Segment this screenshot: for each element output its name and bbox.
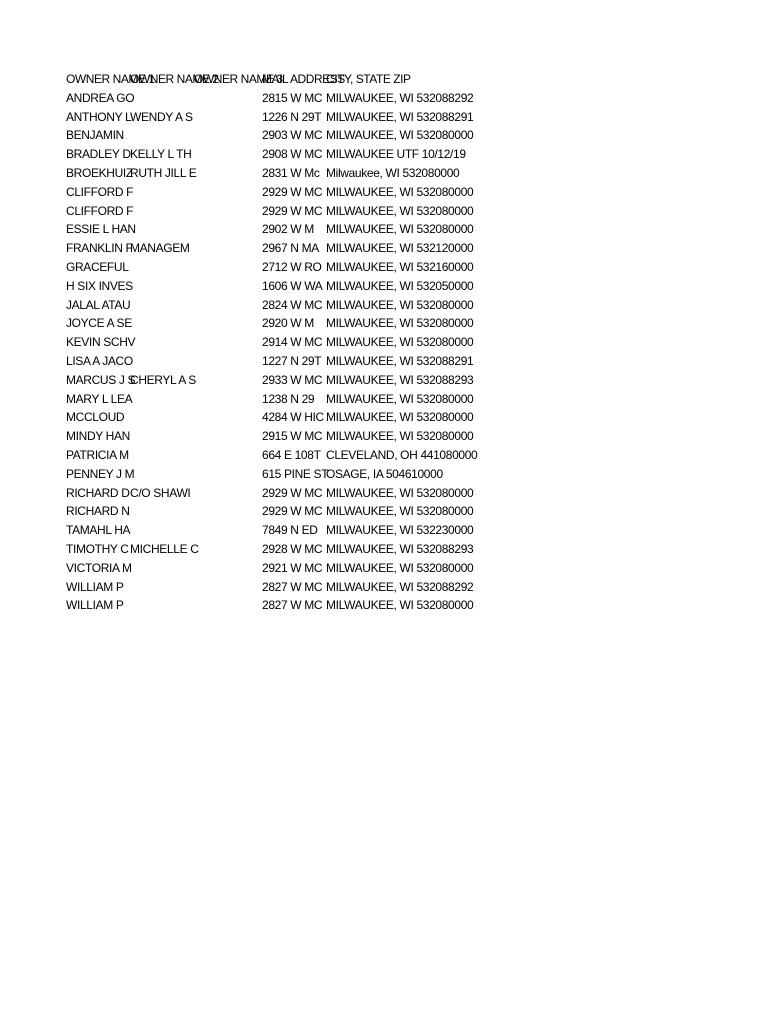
city-state-zip-cell: MILWAUKEE, WI 532088292 [326, 90, 474, 105]
owner-name-1-cell: KEVIN SCHV [66, 335, 136, 350]
owner-name-1-cell: VICTORIA M [66, 560, 132, 575]
table-header-row [66, 70, 506, 89]
mail-address-cell: 4284 W HIC [262, 410, 324, 425]
city-state-zip-cell: MILWAUKEE, WI 532080000 [326, 560, 474, 575]
owner-name-2-cell: CHERYL A S [130, 372, 196, 387]
mail-address-cell: 2929 W MC [262, 504, 323, 519]
mail-address-cell: 1227 N 29T [262, 353, 322, 368]
owner-name-1-cell: MINDY HAN [66, 429, 130, 444]
mail-address-cell: 2967 N MA [262, 241, 319, 256]
city-state-zip-cell: MILWAUKEE, WI 532088292 [326, 579, 474, 594]
table-row [66, 371, 506, 390]
owner-name-1-cell: LISA A JACO [66, 353, 133, 368]
table-row [66, 183, 506, 202]
mail-address-cell: 2915 W MC [262, 429, 323, 444]
city-state-zip-cell: MILWAUKEE, WI 532080000 [326, 598, 474, 613]
city-state-zip-cell: OSAGE, IA 504610000 [326, 466, 443, 481]
city-state-zip-cell: MILWAUKEE, WI 532080000 [326, 391, 474, 406]
city-state-zip-cell: MILWAUKEE, WI 532230000 [326, 523, 474, 538]
mail-address-cell: 1606 W WA [262, 278, 323, 293]
owner-name-2-cell: MICHELLE C [130, 541, 199, 556]
table-row [66, 164, 506, 183]
mail-address-cell: 615 PINE ST [262, 466, 329, 481]
owner-name-1-cell: WILLIAM P [66, 579, 124, 594]
owner-name-1-cell: ANTHONY L [66, 109, 132, 124]
mail-address-cell: 1238 N 29 [262, 391, 315, 406]
header-city-state-zip: CITY, STATE ZIP [326, 72, 411, 86]
city-state-zip-cell: MILWAUKEE, WI 532088291 [326, 353, 474, 368]
city-state-zip-cell: MILWAUKEE, WI 532080000 [326, 429, 474, 444]
mail-address-cell: 2908 W MC [262, 147, 323, 162]
table-row [66, 202, 506, 221]
city-state-zip-cell: MILWAUKEE, WI 532080000 [326, 297, 474, 312]
owner-name-1-cell: ESSIE L HAN [66, 222, 136, 237]
owner-name-1-cell: RICHARD N [66, 504, 130, 519]
table-row [66, 145, 506, 164]
table-row [66, 559, 506, 578]
city-state-zip-cell: MILWAUKEE, WI 532080000 [326, 485, 474, 500]
header-owner-name-3: OWNER NAME 3 [194, 72, 283, 86]
table-row [66, 427, 506, 446]
city-state-zip-cell: MILWAUKEE, WI 532088291 [326, 109, 474, 124]
header-owner-name-2: OWNER NAME 2 [130, 72, 219, 86]
city-state-zip-cell: MILWAUKEE UTF 10/12/19 [326, 147, 466, 162]
table-row [66, 89, 506, 108]
mail-address-cell: 1226 N 29T [262, 109, 322, 124]
city-state-zip-cell: CLEVELAND, OH 441080000 [326, 447, 478, 462]
mail-address-cell: 2914 W MC [262, 335, 323, 350]
table-row [66, 108, 506, 127]
city-state-zip-cell: MILWAUKEE, WI 532080000 [326, 203, 474, 218]
table-row [66, 126, 506, 145]
mail-address-cell: 2933 W MC [262, 372, 323, 387]
mail-address-cell: 7849 N ED [262, 523, 318, 538]
owner-name-1-cell: BRADLEY D [66, 147, 131, 162]
owner-name-1-cell: BENJAMIN [66, 128, 124, 143]
table-row [66, 314, 506, 333]
owner-name-2-cell: C/O SHAWI [130, 485, 191, 500]
table-row [66, 220, 506, 239]
city-state-zip-cell: MILWAUKEE, WI 532080000 [326, 184, 474, 199]
table-body [66, 89, 506, 615]
city-state-zip-cell: MILWAUKEE, WI 532080000 [326, 410, 474, 425]
table-row [66, 446, 506, 465]
mail-address-cell: 2712 W RO [262, 259, 322, 274]
owner-name-1-cell: MARCUS J S [66, 372, 136, 387]
owner-name-1-cell: CLIFFORD F [66, 184, 134, 199]
owner-name-1-cell: FRANKLIN F [66, 241, 133, 256]
mail-address-cell: 2921 W MC [262, 560, 323, 575]
table-row [66, 596, 506, 615]
city-state-zip-cell: MILWAUKEE, WI 532088293 [326, 541, 474, 556]
owner-name-1-cell: GRACEFUL [66, 259, 129, 274]
mail-address-cell: 2827 W MC [262, 598, 323, 613]
owner-name-1-cell: TIMOTHY C [66, 541, 129, 556]
city-state-zip-cell: MILWAUKEE, WI 532080000 [326, 316, 474, 331]
city-state-zip-cell: MILWAUKEE, WI 532120000 [326, 241, 474, 256]
table-row [66, 408, 506, 427]
city-state-zip-cell: MILWAUKEE, WI 532080000 [326, 128, 474, 143]
mail-address-cell: 2920 W M [262, 316, 314, 331]
owner-name-1-cell: JALAL ATAU [66, 297, 131, 312]
mail-address-cell: 2903 W MC [262, 128, 323, 143]
owner-name-2-cell: RUTH JILL E [130, 165, 197, 180]
table-row [66, 296, 506, 315]
header-mail-address: MAIL ADDRESS [262, 72, 345, 86]
table-row [66, 352, 506, 371]
city-state-zip-cell: MILWAUKEE, WI 532080000 [326, 222, 474, 237]
owner-name-1-cell: JOYCE A SE [66, 316, 132, 331]
table-row [66, 502, 506, 521]
city-state-zip-cell: MILWAUKEE, WI 532080000 [326, 504, 474, 519]
mail-address-cell: 2929 W MC [262, 203, 323, 218]
table-row [66, 578, 506, 597]
owner-name-1-cell: MARY L LEA [66, 391, 133, 406]
table-row [66, 277, 506, 296]
header-owner-name-1: OWNER NAME 1 [66, 72, 155, 86]
mail-address-cell: 2929 W MC [262, 184, 323, 199]
owner-name-2-cell: MANAGEM [130, 241, 190, 256]
city-state-zip-cell: MILWAUKEE, WI 532160000 [326, 259, 474, 274]
table-row [66, 521, 506, 540]
owner-name-1-cell: H SIX INVES [66, 278, 133, 293]
mail-address-cell: 2827 W MC [262, 579, 323, 594]
table-row [66, 333, 506, 352]
owner-table [66, 70, 506, 615]
mail-address-cell: 2929 W MC [262, 485, 323, 500]
table-row [66, 390, 506, 409]
mail-address-cell: 664 E 108T [262, 447, 321, 462]
table-row [66, 239, 506, 258]
owner-name-1-cell: MCCLOUD [66, 410, 125, 425]
mail-address-cell: 2815 W MC [262, 90, 323, 105]
owner-name-1-cell: PENNEY J M [66, 466, 135, 481]
city-state-zip-cell: MILWAUKEE, WI 532080000 [326, 335, 474, 350]
owner-name-2-cell: KELLY L TH [130, 147, 192, 162]
table-row [66, 540, 506, 559]
table-row [66, 465, 506, 484]
table-row [66, 484, 506, 503]
owner-name-1-cell: RICHARD D [66, 485, 130, 500]
owner-name-1-cell: BROEKHUIZ [66, 165, 133, 180]
owner-name-1-cell: TAMAHL HA [66, 523, 131, 538]
owner-name-1-cell: WILLIAM P [66, 598, 124, 613]
owner-name-2-cell: WENDY A S [130, 109, 193, 124]
mail-address-cell: 2902 W M [262, 222, 314, 237]
mail-address-cell: 2831 W Mc [262, 165, 320, 180]
city-state-zip-cell: MILWAUKEE, WI 532050000 [326, 278, 474, 293]
city-state-zip-cell: MILWAUKEE, WI 532088293 [326, 372, 474, 387]
table-row [66, 258, 506, 277]
mail-address-cell: 2824 W MC [262, 297, 323, 312]
owner-name-1-cell: PATRICIA M [66, 447, 129, 462]
owner-name-1-cell: ANDREA GO [66, 90, 135, 105]
mail-address-cell: 2928 W MC [262, 541, 323, 556]
city-state-zip-cell: Milwaukee, WI 532080000 [326, 165, 460, 180]
owner-name-1-cell: CLIFFORD F [66, 203, 134, 218]
